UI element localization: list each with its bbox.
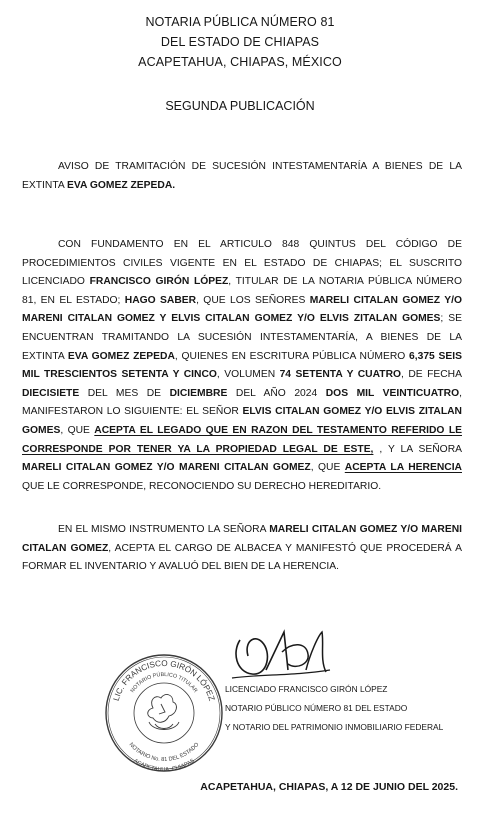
text: , QUE LOS SEÑORES [196, 294, 310, 306]
text: AVISO DE TRAMITACIÓN DE SUCESIÓN INTESTAMENTARÍA A BIENES DE LA EXTINTA [22, 161, 462, 191]
seal-bottom-text: NOTARIO No. 81 DEL ESTADO [127, 741, 201, 764]
paragraph-foundation [22, 236, 462, 496]
text: DEL AÑO 2024 [227, 387, 326, 399]
header-line-2: DEL ESTADO DE CHIAPAS [160, 35, 320, 49]
heir-name: ELVIS CITALAN GOMEZ Y/O ELVIS ZITALAN GOMES [22, 406, 462, 436]
paragraph-executor [22, 521, 462, 577]
legacy-acceptance: ACEPTA EL LEGADO QUE EN RAZON DEL TESTAMENTO REFERIDO LE CORRESPONDE POR TENER YA LA PROPIEDAD LEGAL DE ESTE, [22, 424, 462, 455]
notary-name: FRANCISCO GIRÓN LÓPEZ [89, 276, 229, 288]
text: , QUE [310, 462, 345, 474]
day: DIECISIETE [22, 387, 80, 399]
month: DICIEMBRE [169, 387, 228, 399]
volume-number: 74 SETENTA Y CUATRO [279, 369, 402, 381]
deceased-name: EVA GOMEZ ZEPEDA [67, 350, 175, 362]
text: , Y LA SEÑORA [373, 443, 462, 455]
seal-outer-text: LIC. FRANCISCO GIRÓN LÓPEZ [111, 658, 217, 702]
text: ; SE ENCUENTRAN TRAMITANDO LA SUCESIÓN INTESTAMENTARÍA, A BIENES DE LA EXTINTA [22, 313, 463, 362]
text: , TITULAR DE LA NOTARIA PÚBLICA NÚMERO 81, EN EL ESTADO; [22, 276, 462, 306]
text: EN EL MISMO INSTRUMENTO LA SEÑORA [58, 524, 270, 535]
inheritance-acceptance: ACEPTA LA HERENCIA [344, 462, 462, 474]
seal-place-text: ACAPETAHUA, CHIAPAS [132, 758, 196, 774]
handwritten-signature [222, 612, 334, 690]
year-words: DOS MIL VEINTICUATRO [325, 387, 460, 399]
place-and-date: ACAPETAHUA, CHIAPAS, A 12 DE JUNIO DEL 2025. [200, 781, 458, 793]
publication-title: SEGUNDA PUBLICACIÓN [165, 99, 315, 113]
paragraph-notice [22, 158, 462, 195]
bold-text: HAGO SABER [124, 294, 197, 306]
signer-title-federal: Y NOTARIO DEL PATRIMONIO INMOBILIARIO FEDERAL [225, 722, 444, 732]
heir-name: MARELI CITALAN GOMEZ Y/O MARENI CITALAN GOMEZ [22, 462, 311, 474]
header-line-1: NOTARIA PÚBLICA NÚMERO 81 [145, 15, 335, 29]
deed-number: 6,375 SEIS MIL TRESCIENTOS SETENTA Y CINCO [22, 350, 462, 381]
seal-inner-text: NOTARIO PÚBLICO TITULAR [129, 671, 199, 694]
signature-block [225, 680, 443, 737]
text: , QUIENES EN ESCRITURA PÚBLICA NÚMERO [174, 350, 410, 362]
executor-name: MARELI CITALAN GOMEZ Y/O MARENI CITALAN GOMEZ [22, 524, 462, 554]
text: , VOLUMEN [216, 369, 280, 381]
text: DEL MES DE [79, 387, 170, 399]
text: , ACEPTA EL CARGO DE ALBACEA Y MANIFESTÓ QUE PROCEDERÁ A FORMAR EL INVENTARIO Y AVALUÓ DEL BIEN DE LA HERENCIA. [22, 542, 462, 573]
text: CON FUNDAMENTO EN EL ARTICULO 848 QUINTUS DEL CÓDIGO DE PROCEDIMIENTOS CIVILES VIGENTE EN EL ESTADO DE CHIAPAS; EL SUSCRITO LICENCIADO [22, 239, 462, 288]
text: QUE LE CORRESPONDE, RECONOCIENDO SU DERECHO HEREDITARIO. [22, 480, 382, 492]
text: , DE FECHA [401, 369, 462, 381]
signer-name: LICENCIADO FRANCISCO GIRÓN LÓPEZ [225, 684, 388, 694]
signer-title: NOTARIO PÚBLICO NÚMERO 81 DEL ESTADO [225, 703, 408, 713]
heirs-names: MARELI CITALAN GOMEZ Y/O MARENI CITALAN GOMEZ Y ELVIS CITALAN GOMEZ Y/O ELVIS ZITALAN GOMES [22, 294, 463, 325]
notary-header [0, 12, 480, 72]
notary-seal [103, 652, 225, 774]
eagle-emblem-icon [148, 695, 179, 730]
text: , MANIFESTARON LO SIGUIENTE: EL SEÑOR [22, 387, 462, 418]
deceased-name: EVA GOMEZ ZEPEDA. [67, 179, 176, 191]
header-line-3: ACAPETAHUA, CHIAPAS, MÉXICO [138, 55, 342, 69]
text: , QUE [60, 424, 95, 436]
